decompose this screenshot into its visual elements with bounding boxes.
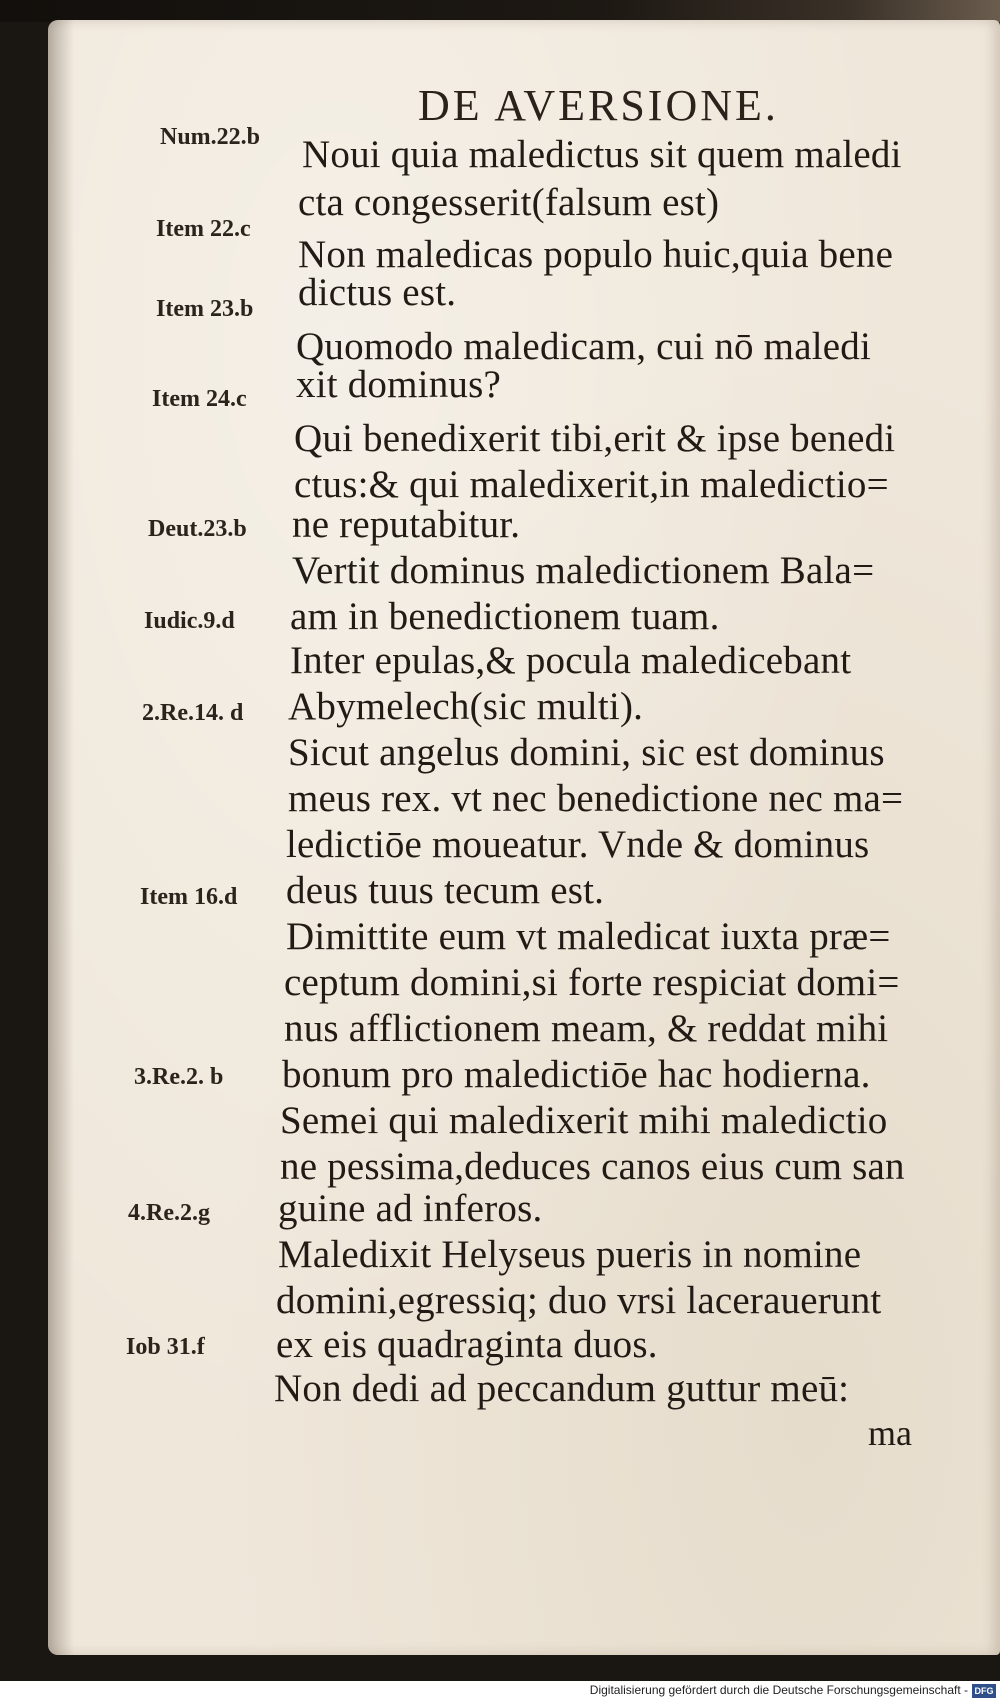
running-title: DE AVERSIONE. <box>418 81 779 130</box>
text-line: xit dominus? <box>296 363 501 406</box>
dfg-logo: DFG <box>972 1684 996 1698</box>
text-line: ne reputabitur. <box>292 503 521 546</box>
book-edge <box>0 0 1000 22</box>
text-line: am in benedictionem tuam. <box>290 595 720 638</box>
text-line: Maledixit Helyseus pueris in nomine <box>278 1233 862 1276</box>
text-line: ex eis quadraginta duos. <box>276 1323 658 1366</box>
text-line: dictus est. <box>298 271 457 314</box>
text-line: Vertit dominus maledictionem Bala= <box>292 549 875 592</box>
margin-note: 4.Re.2.g <box>128 1200 210 1226</box>
text-line: guine ad inferos. <box>278 1187 543 1230</box>
text-line: ledictiōe moueatur. Vnde & dominus <box>286 823 870 866</box>
text-line: Sicut angelus domini, sic est dominus <box>288 731 885 774</box>
text-line: Abymelech(sic multi). <box>288 685 644 728</box>
margin-note: Item 16.d <box>140 884 238 910</box>
text-line: ne pessima,deduces canos eius cum san <box>280 1145 905 1188</box>
text-line: Dimittite eum vt maledicat iuxta præ= <box>286 915 891 958</box>
text-line: Semei qui maledixerit mihi maledictio <box>280 1099 888 1142</box>
margin-note: Iudic.9.d <box>144 608 235 634</box>
gutter-shadow <box>48 20 74 1655</box>
digitization-footer <box>0 1681 1000 1703</box>
margin-note: 2.Re.14. d <box>142 700 244 726</box>
text-line: deus tuus tecum est. <box>286 869 605 912</box>
margin-note: Item 23.b <box>156 296 254 322</box>
catchword: ma <box>868 1413 912 1453</box>
text-line: domini,egressiq; duo vrsi lacerauerunt <box>276 1279 882 1322</box>
text-line: nus afflictionem meam, & reddat mihi <box>284 1007 889 1050</box>
margin-note: Num.22.b <box>160 124 261 150</box>
margin-note: Item 24.c <box>152 386 247 412</box>
text-line: Non dedi ad peccandum guttur meū: <box>274 1367 850 1410</box>
margin-note: Deut.23.b <box>148 516 247 542</box>
text-line: Noui quia maledictus sit quem maledi <box>302 133 902 176</box>
text-line: Inter epulas,& pocula maledicebant <box>290 639 852 682</box>
margin-note: Iob 31.f <box>126 1334 205 1360</box>
text-line: Non maledicas populo huic,quia bene <box>298 233 894 276</box>
text-line: cta congesserit(falsum est) <box>298 181 720 224</box>
text-line: Quomodo maledicam, cui nō maledi <box>296 325 872 368</box>
footer-credit: Digitalisierung gefördert durch die Deutsche Forschungsgemeinschaft - <box>589 1683 968 1697</box>
text-line: Qui benedixerit tibi,erit & ipse benedi <box>294 417 896 460</box>
margin-note: Item 22.c <box>156 216 251 242</box>
text-line: meus rex. vt nec benedictione nec ma= <box>288 777 904 820</box>
text-line: bonum pro maledictiōe hac hodierna. <box>282 1053 871 1096</box>
margin-note: 3.Re.2. b <box>134 1064 224 1090</box>
text-line: ctus:& qui maledixerit,in maledictio= <box>294 463 889 506</box>
text-line: ceptum domini,si forte respiciat domi= <box>284 961 900 1004</box>
